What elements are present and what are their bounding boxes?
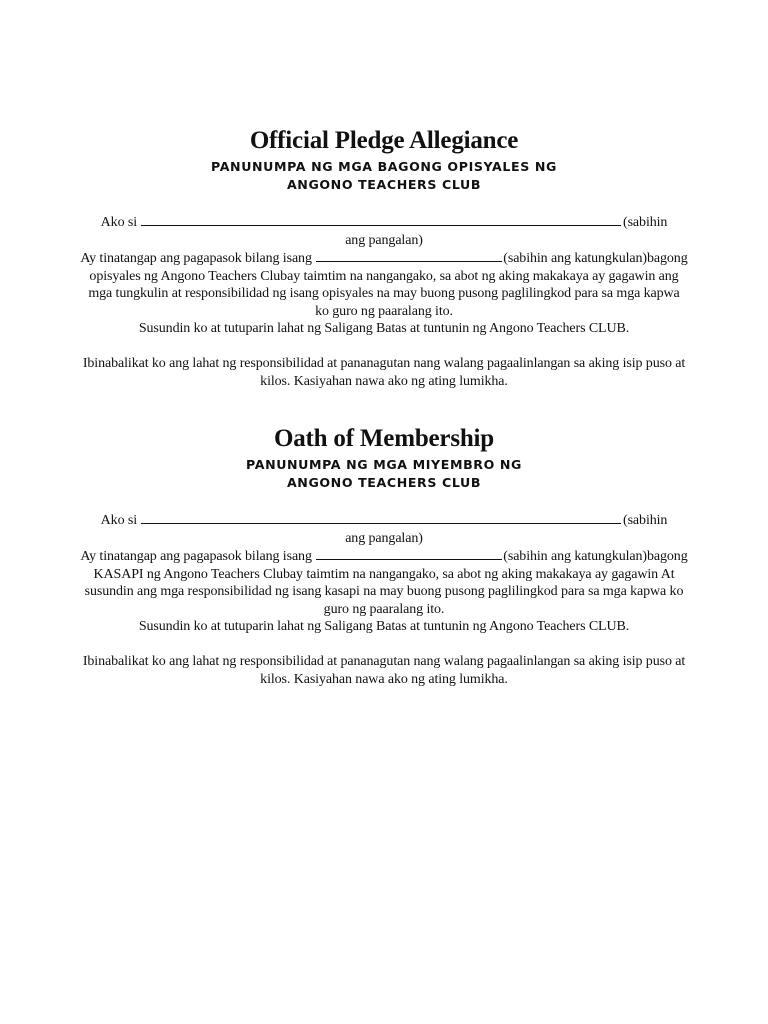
oath-para1-rest: katungkulan)bagong KASAPI ng Angono Teachers Clubay taimtim na nangangako, sa abot ng aking makakaya ay gagawin At susundin ang mga responsibilidad ng isang kasapi na may buong pusong paglilingkod para sa mga kapwa ko guro ng paaralang ito.	[84, 549, 688, 617]
oath-paragraph-1	[80, 547, 688, 618]
pledge-name-hint: ang pangalan)	[345, 232, 423, 248]
oath-subtitle-line2: ANGONO TEACHERS CLUB	[286, 475, 482, 490]
oath-subtitle-line1: PANUNUMPA NG MGA MIYEMBRO NG	[246, 457, 522, 472]
pledge-role-blank[interactable]	[316, 249, 502, 262]
pledge-paragraph-3: Ibinabalikat ko ang lahat ng responsibilidad at pananagutan nang walang pagaalinlangan sa aking isip puso at kilos. Kasiyahan nawa ako ng ating lumikha.	[82, 356, 686, 389]
pledge-title: Official Pledge Allegiance	[249, 127, 519, 154]
oath-section	[80, 424, 688, 688]
pledge-subtitle-line2: ANGONO TEACHERS CLUB	[286, 177, 482, 192]
oath-ako-label: Ako si	[100, 513, 138, 528]
oath-name-hint: ang pangalan)	[345, 530, 423, 546]
oath-role-blank[interactable]	[316, 547, 502, 560]
oath-title: Oath of Membership	[274, 425, 494, 452]
pledge-name-line	[80, 213, 688, 232]
oath-paragraph-2: Susundin ko at tutuparin lahat ng Saligang Batas at tuntunin ng Angono Teachers CLUB.	[138, 619, 630, 634]
pledge-para1-suffix: (sabihin ang	[503, 251, 571, 266]
pledge-para1-start: Ay tinatangap ang pagapasok bilang isang	[80, 251, 312, 266]
pledge-section	[80, 126, 688, 390]
oath-para1-start: Ay tinatangap ang pagapasok bilang isang	[80, 549, 312, 564]
pledge-paragraph-1	[80, 249, 688, 320]
oath-ako-suffix: (sabihin	[623, 513, 668, 528]
oath-name-blank[interactable]	[141, 511, 621, 524]
pledge-subtitle-line1: PANUNUMPA NG MGA BAGONG OPISYALES NG	[211, 159, 557, 174]
paragraph-spacer	[80, 338, 688, 356]
oath-para1-suffix: (sabihin ang	[503, 549, 571, 564]
oath-paragraph-3: Ibinabalikat ko ang lahat ng responsibilidad at pananagutan nang walang pagaalinlangan sa aking isip puso at kilos. Kasiyahan nawa ako ng ating lumikha.	[82, 654, 686, 687]
pledge-ako-label: Ako si	[100, 215, 138, 230]
oath-name-line	[80, 511, 688, 530]
pledge-ako-suffix: (sabihin	[623, 215, 668, 230]
pledge-paragraph-2: Susundin ko at tutuparin lahat ng Saligang Batas at tuntunin ng Angono Teachers CLUB.	[138, 321, 630, 336]
pledge-para1-rest: katungkulan)bagong opisyales ng Angono Teachers Clubay taimtim na nangangako, sa abot ng aking makakaya ay gagawin ang mga tungkulin at responsibilidad ng isang opisyales na may buong pusong paglilingkod para sa mga kapwa ko guro ng paaralang ito.	[88, 251, 688, 319]
paragraph-spacer	[80, 636, 688, 654]
pledge-name-blank[interactable]	[141, 213, 621, 226]
